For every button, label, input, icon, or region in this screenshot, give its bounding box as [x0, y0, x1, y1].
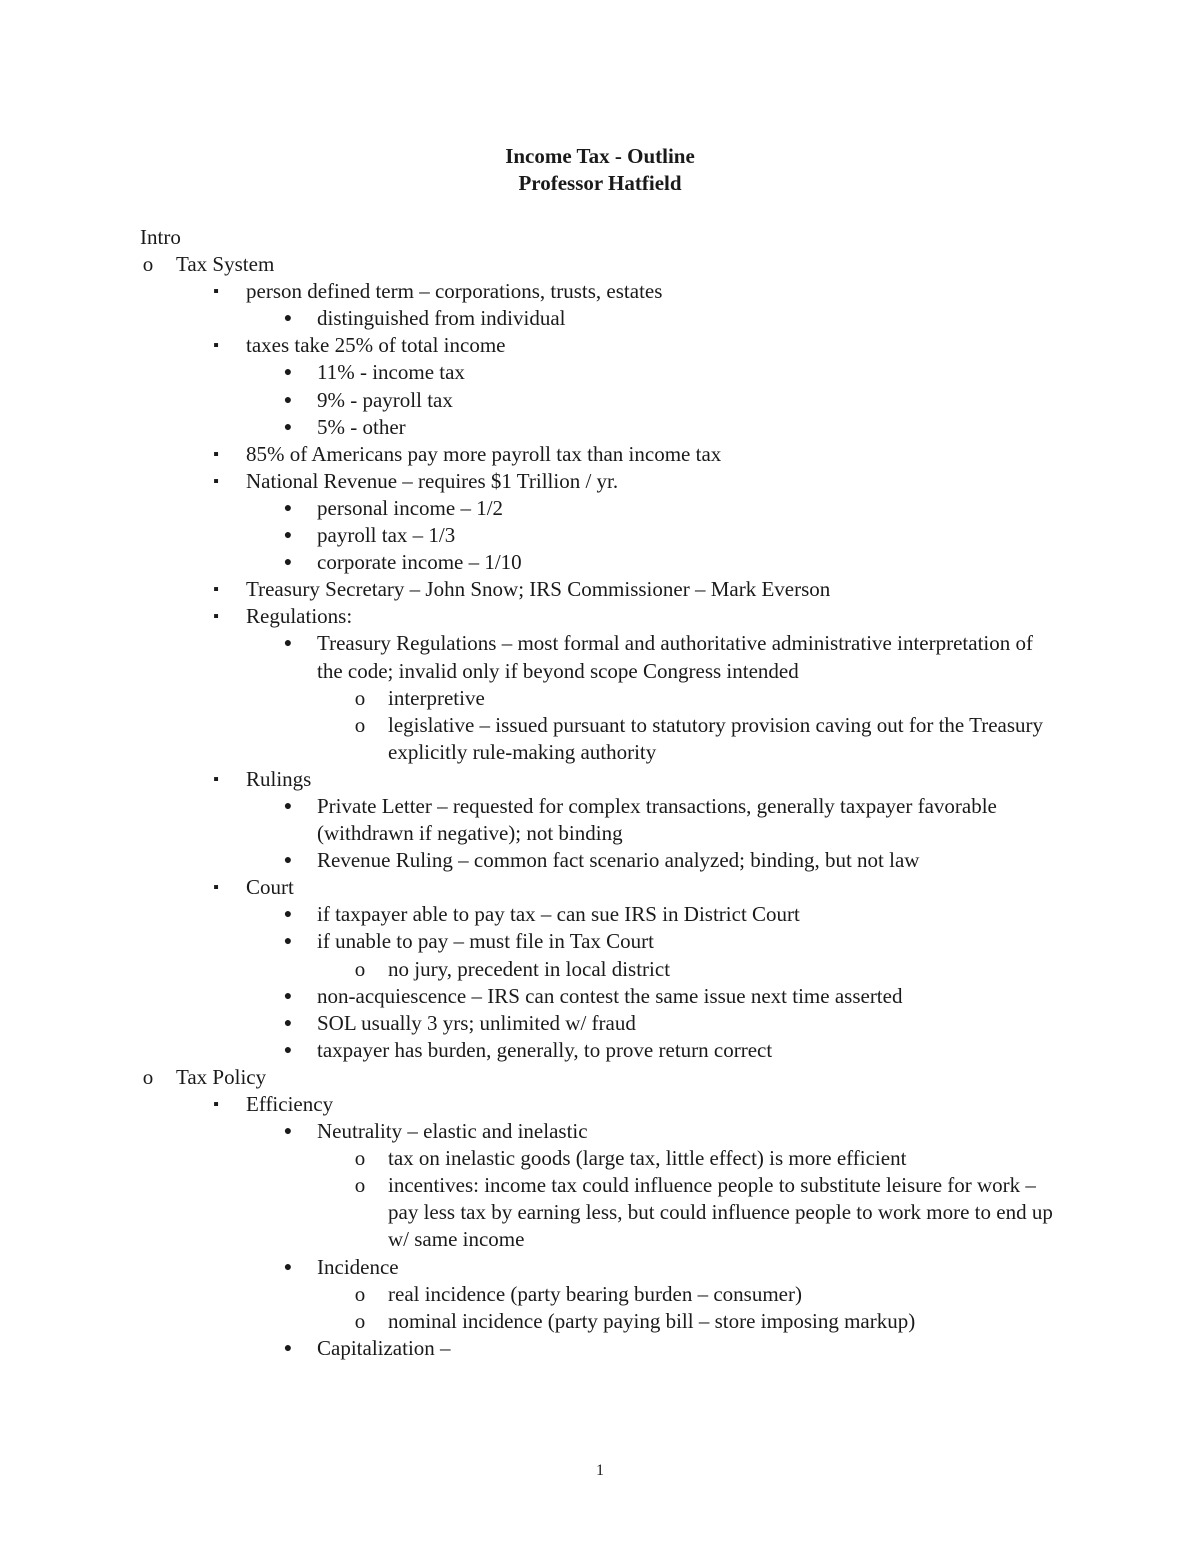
outline-item-text: Court — [246, 875, 294, 900]
outline-item-level-3 — [0, 495, 1037, 522]
outline-item-level-3 — [0, 1010, 1037, 1037]
outline-item-text: Revenue Ruling – common fact scenario analyzed; binding, but not law — [317, 848, 920, 873]
bullet-icon: o — [354, 1146, 366, 1171]
bullet-icon: ● — [283, 798, 293, 814]
outline-item-text: distinguished from individual — [317, 306, 566, 331]
outline-item-level-2 — [0, 278, 1066, 305]
bullet-icon: o — [354, 712, 366, 737]
outline-item-level-3 — [0, 305, 1037, 332]
bullet-icon: o — [354, 1281, 366, 1306]
outline-item-level-3 — [0, 928, 1037, 955]
outline-item-level-3 — [0, 359, 1037, 386]
bullet-icon: o — [354, 685, 366, 710]
page-number: 1 — [596, 1462, 604, 1479]
outline-item-text: incentives: income tax could influence people to substitute leisure for work – pay less tax by earning less, but could influence people to work more to end up w/ same income — [388, 1173, 1053, 1252]
outline-item-level-3 — [0, 983, 1037, 1010]
bullet-icon: ▪ — [213, 283, 219, 301]
outline-item-level-3 — [0, 414, 1037, 441]
bullet-icon: ● — [283, 365, 293, 381]
outline-item-text: Incidence — [317, 1254, 399, 1279]
bullet-icon: o — [142, 1064, 154, 1089]
outline-item-text: Tax Policy — [176, 1064, 267, 1089]
outline-item-level-0 — [0, 224, 1200, 251]
outline-item-level-2 — [0, 441, 1066, 468]
outline-item-level-3 — [0, 793, 1037, 847]
bullet-icon: ● — [283, 1259, 293, 1275]
outline-item-text: Treasury Secretary – John Snow; IRS Commissioner – Mark Everson — [246, 577, 831, 602]
outline-item-level-2 — [0, 1091, 1066, 1118]
outline-item-level-3 — [0, 549, 1037, 576]
outline-item-level-3 — [0, 630, 1037, 684]
outline-item-level-3 — [0, 847, 1037, 874]
bullet-icon: ▪ — [213, 581, 219, 599]
outline-item-text: if taxpayer able to pay tax – can sue IRS in District Court — [317, 902, 800, 927]
outline-item-text: non-acquiescence – IRS can contest the same issue next time asserted — [317, 983, 903, 1008]
bullet-icon: ● — [283, 1124, 293, 1140]
bullet-icon: o — [142, 252, 154, 277]
outline-item-level-2 — [0, 332, 1066, 359]
outline-item-level-2 — [0, 576, 1066, 603]
outline-item-level-1 — [0, 251, 1200, 278]
outline-item-text: Capitalization – — [317, 1335, 451, 1360]
bullet-icon: ▪ — [213, 608, 219, 626]
outline-item-text: National Revenue – requires $1 Trillion / yr. — [246, 468, 619, 493]
outline-item-level-3 — [0, 1335, 1037, 1362]
outline-item-level-1 — [0, 1064, 1200, 1091]
bullet-icon: ● — [283, 1340, 293, 1356]
bullet-icon: ● — [283, 392, 293, 408]
outline-item-text: 85% of Americans pay more payroll tax than income tax — [246, 441, 722, 466]
outline-item-text: 11% - income tax — [317, 360, 465, 385]
outline-item-level-4 — [0, 712, 1068, 766]
outline-item-text: Regulations: — [246, 604, 353, 629]
outline-item-level-4 — [0, 1281, 1068, 1308]
outline-item-text: SOL usually 3 yrs; unlimited w/ fraud — [317, 1010, 636, 1035]
outline-item-level-4 — [0, 1145, 1068, 1172]
outline-item-text: Rulings — [246, 766, 312, 791]
bullet-icon: o — [354, 1173, 366, 1198]
outline-item-text: 5% - other — [317, 414, 406, 439]
outline-item-text: 9% - payroll tax — [317, 387, 453, 412]
outline-item-text: taxpayer has burden, generally, to prove return correct — [317, 1037, 773, 1062]
outline-item-text: taxes take 25% of total income — [246, 333, 506, 358]
bullet-icon: ● — [283, 419, 293, 435]
outline-item-level-4 — [0, 956, 1068, 983]
outline-item-text: personal income – 1/2 — [317, 495, 504, 520]
outline-item-level-2 — [0, 874, 1066, 901]
outline-item-text: legislative – issued pursuant to statutory provision caving out for the Treasury explicitly rule-making authority — [388, 712, 1043, 764]
bullet-icon: o — [354, 956, 366, 981]
outline-item-level-3 — [0, 1118, 1037, 1145]
outline-item-level-2 — [0, 468, 1066, 495]
bullet-icon: ● — [283, 934, 293, 950]
bullet-icon: ▪ — [213, 472, 219, 490]
bullet-icon: ● — [283, 636, 293, 652]
outline-item-text: Private Letter – requested for complex transactions, generally taxpayer favorable (withdrawn if negative); not binding — [317, 793, 997, 846]
document-subtitle: Professor Hatfield — [518, 171, 682, 195]
outline-item-text: nominal incidence (party paying bill – store imposing markup) — [388, 1308, 916, 1333]
bullet-icon: ● — [283, 988, 293, 1004]
bullet-icon: ● — [283, 1042, 293, 1058]
bullet-icon: ● — [283, 1015, 293, 1031]
outline-item-level-3 — [0, 1037, 1037, 1064]
outline-item-level-2 — [0, 766, 1066, 793]
outline-item-level-4 — [0, 685, 1068, 712]
outline-item-level-3 — [0, 901, 1037, 928]
outline-item-text: real incidence (party bearing burden – consumer) — [388, 1281, 802, 1306]
outline-item-text: if unable to pay – must file in Tax Court — [317, 929, 655, 954]
outline-item-text: payroll tax – 1/3 — [317, 523, 456, 548]
outline-item-level-4 — [0, 1172, 1068, 1253]
outline-item-text: tax on inelastic goods (large tax, little effect) is more efficient — [388, 1146, 907, 1171]
outline-item-level-3 — [0, 522, 1037, 549]
outline-item-text: Tax System — [176, 252, 275, 277]
bullet-icon: ▪ — [213, 1096, 219, 1113]
bullet-icon: o — [354, 1308, 366, 1333]
bullet-icon: ● — [283, 528, 293, 544]
bullet-icon: ▪ — [213, 879, 219, 897]
outline-item-text: Neutrality – elastic and inelastic — [317, 1119, 588, 1144]
bullet-icon: ● — [283, 500, 293, 516]
document-title: Income Tax - Outline — [505, 144, 695, 168]
outline-item-level-3 — [0, 387, 1037, 414]
outline-item-text: Intro — [140, 225, 181, 249]
outline-item-level-2 — [0, 603, 1066, 630]
bullet-icon: ▪ — [213, 770, 219, 788]
bullet-icon: ● — [283, 907, 293, 923]
bullet-icon: ▪ — [213, 337, 219, 355]
outline-item-level-3 — [0, 1254, 1037, 1281]
outline-item-text: person defined term – corporations, trusts, estates — [246, 279, 663, 304]
bullet-icon: ● — [283, 555, 293, 571]
outline-item-text: no jury, precedent in local district — [388, 956, 671, 981]
bullet-icon: ● — [283, 311, 293, 327]
outline-item-text: Efficiency — [246, 1092, 334, 1116]
outline-list — [0, 224, 1200, 1362]
bullet-icon: ● — [283, 853, 293, 869]
outline-item-text: corporate income – 1/10 — [317, 550, 522, 575]
outline-item-text: interpretive — [388, 685, 485, 710]
outline-item-text: Treasury Regulations – most formal and authoritative administrative interpretation of the code; invalid only if beyond scope Congress intended — [317, 631, 1033, 683]
outline-item-level-4 — [0, 1308, 1068, 1335]
bullet-icon: ▪ — [213, 445, 219, 463]
